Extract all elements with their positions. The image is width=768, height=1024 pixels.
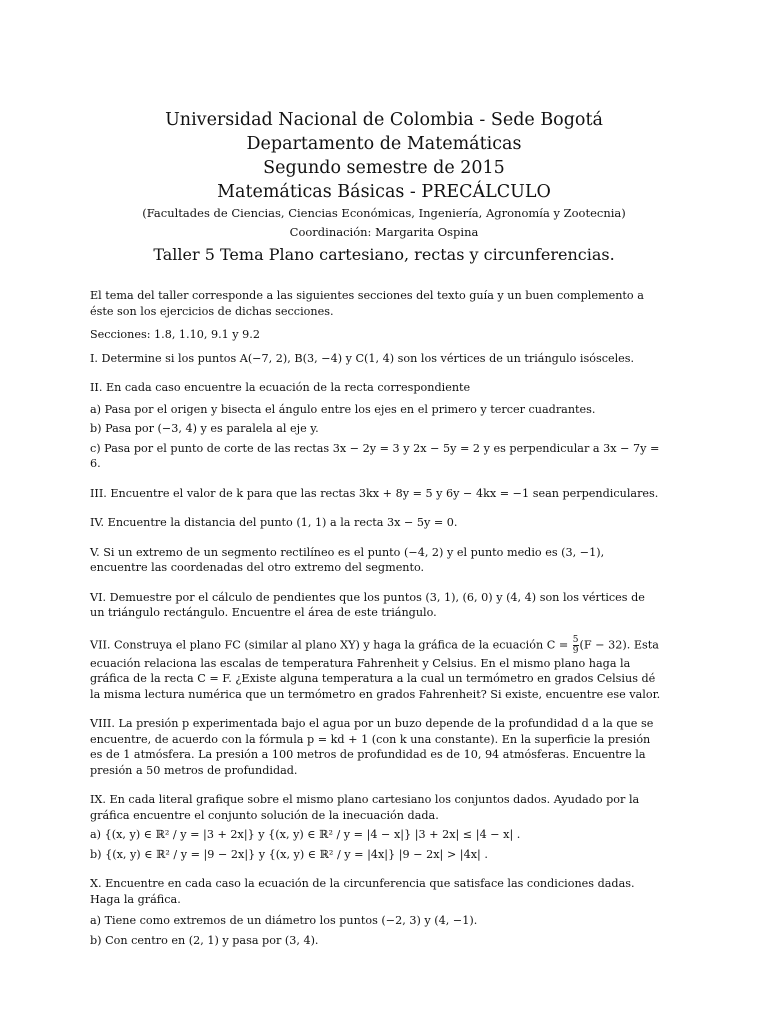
- exercise-ii-a: a) Pasa por el origen y bisecta el ángulo entre los ejes en el primero y tercer cuadrantes.: [90, 402, 596, 416]
- document-body: [90, 288, 662, 952]
- exercise-ii-b: b) Pasa por (−3, 4) y es paralela al eje y.: [90, 422, 319, 435]
- document-header: [0, 108, 768, 266]
- fraction-denominator: 9: [572, 645, 579, 656]
- intro-paragraph: El tema del taller corresponde a las siguientes secciones del texto guía y un buen complemento a éste son los ejercicios de dichas secciones.: [90, 289, 644, 318]
- exercise-ix-b: b) {(x, y) ∈ ℝ² / y = |9 − 2x|} y {(x, y) ∈ ℝ² / y = |4x|} |9 − 2x| > |4x| .: [90, 847, 488, 861]
- exercise-vii: [90, 635, 662, 703]
- exercise-viii: VIII. La presión p experimentada bajo el agua por un buzo depende de la profundidad d a la que se encuentre, de acuerdo con la fórmula p = kd + 1 (con k una constante). En la superficie la presión es de 1 atmósfera. La presión a 100 metros de profundidad es de 10, 94 atmósferas. Encuentre la presión a 50 metros de profundidad.: [90, 717, 654, 777]
- taller-title: Taller 5 Tema Plano cartesiano, rectas y circunferencias.: [153, 245, 615, 264]
- exercise-x: X. Encuentre en cada caso la ecuación de la circunferencia que satisface las condiciones dadas. Haga la gráfica.: [90, 877, 635, 906]
- exercise-iv: IV. Encuentre la distancia del punto (1, 1) a la recta 3x − 5y = 0.: [90, 516, 458, 529]
- exercise-x-a: a) Tiene como extremos de un diámetro los puntos (−2, 3) y (4, −1).: [90, 914, 478, 927]
- fraction-numerator: 5: [572, 634, 579, 645]
- exercise-ii-c: c) Pasa por el punto de corte de las rectas 3x − 2y = 3 y 2x − 5y = 2 y es perpendicular a 3x − 7y = 6.: [90, 441, 660, 470]
- faculties: (Facultades de Ciencias, Ciencias Económicas, Ingeniería, Agronomía y Zootecnia): [142, 206, 626, 220]
- exercise-vii-text-end: (F − 32). Esta ecuación relaciona las escalas de temperatura Fahrenheit y Celsius. En el mismo plano haga la gráfica de la recta C = F. ¿Existe alguna temperatura a la cual un termómetro en grados Celsius dé la misma lectura numérica que un termómetro en grados Fahrenheit? Si existe, encuentre ese valor.: [90, 638, 661, 701]
- exercise-ix-a: a) {(x, y) ∈ ℝ² / y = |3 + 2x|} y {(x, y) ∈ ℝ² / y = |4 − x|} |3 + 2x| ≤ |4 − x| .: [90, 828, 521, 841]
- fraction-five-ninths: [573, 635, 579, 656]
- exercise-ii: II. En cada caso encuentre la ecuación de la recta correspondiente: [90, 381, 471, 394]
- department-name: Departamento de Matemáticas: [246, 134, 522, 154]
- exercise-vii-text-start: VII. Construya el plano FC (similar al plano XY) y haga la gráfica de la ecuación C =: [90, 638, 572, 651]
- exercise-vi: VI. Demuestre por el cálculo de pendientes que los puntos (3, 1), (6, 0) y (4, 4) son los vértices de un triángulo rectángulo. Encuentre el área de este triángulo.: [90, 590, 645, 619]
- exercise-v: V. Si un extremo de un segmento rectilíneo es el punto (−4, 2) y el punto medio es (3, −1), encuentre las coordenadas del otro extremo del segmento.: [90, 545, 605, 574]
- university-name: Universidad Nacional de Colombia - Sede Bogotá: [165, 110, 603, 130]
- sections-line: Secciones: 1.8, 1.10, 9.1 y 9.2: [90, 328, 260, 341]
- exercise-iii: III. Encuentre el valor de k para que las rectas 3kx + 8y = 5 y 6y − 4kx = −1 sean perpendiculares.: [90, 486, 659, 500]
- exercise-x-b: b) Con centro en (2, 1) y pasa por (3, 4).: [90, 933, 319, 947]
- course-title: Matemáticas Básicas - PRECÁLCULO: [217, 182, 551, 202]
- semester: Segundo semestre de 2015: [263, 158, 505, 178]
- exercise-ix: IX. En cada literal grafique sobre el mismo plano cartesiano los conjuntos dados. Ayudado por la gráfica encuentre el conjunto solución de la inecuación dada.: [90, 793, 640, 822]
- coordination: Coordinación: Margarita Ospina: [289, 225, 479, 239]
- exercise-i: I. Determine si los puntos A(−7, 2), B(3, −4) y C(1, 4) son los vértices de un triángulo isósceles.: [90, 351, 635, 365]
